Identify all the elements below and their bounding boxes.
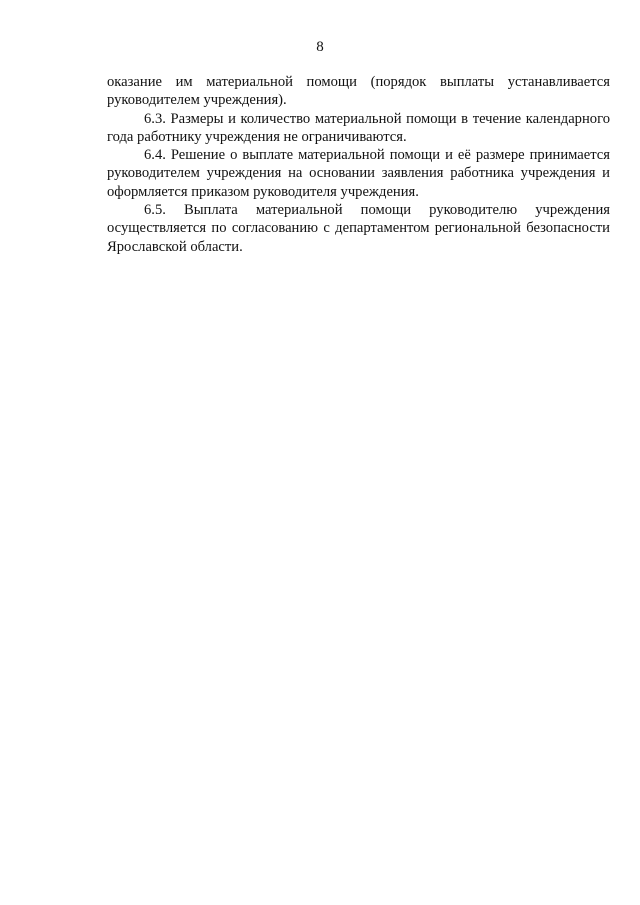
- paragraph-continuation: оказание им материальной помощи (порядок выплаты устанавливается руководителем учреждения).: [107, 74, 610, 109]
- document-body: [107, 73, 610, 256]
- page-number: 8: [316, 39, 324, 55]
- paragraph-6-4: 6.4. Решение о выплате материальной помощи и её размере принимается руководителем учреждения на основании заявления работника учреждения и оформляется приказом руководителя учреждения.: [107, 147, 610, 200]
- paragraph-6-5: 6.5. Выплата материальной помощи руководителю учреждения осуществляется по согласованию с департаментом региональной безопасности Ярославской области.: [107, 202, 610, 255]
- paragraph-6-3: 6.3. Размеры и количество материальной помощи в течение календарного года работнику учреждения не ограничиваются.: [107, 110, 610, 145]
